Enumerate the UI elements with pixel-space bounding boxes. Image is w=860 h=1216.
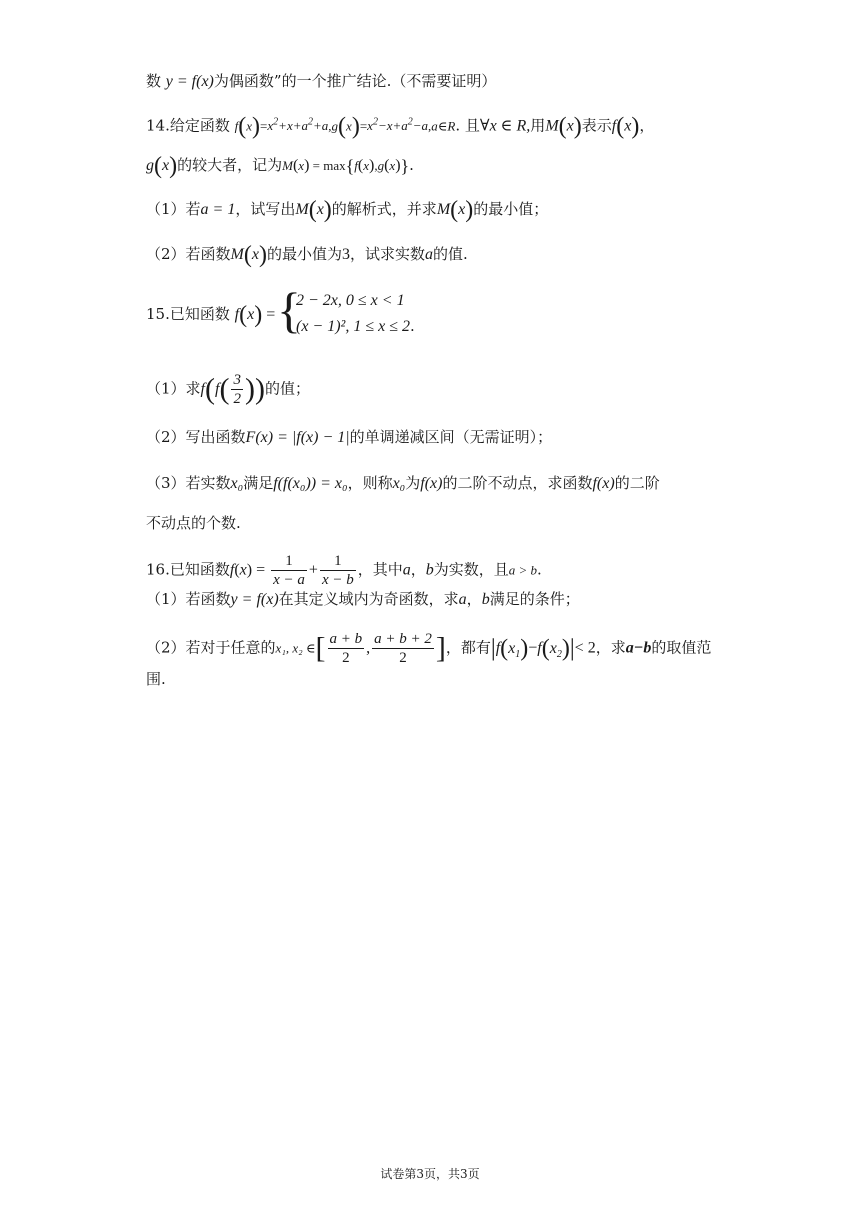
- question-15-part-3-cont: 不动点的个数.: [146, 514, 241, 532]
- fraction-3-2: $\frac{3}{2}$: [233, 372, 241, 407]
- question-14-stem: 14.给定函数 $f(x)=x^2+x+a^2+a,g(x)=x^2-x+a^2-a,a\in R$. 且∀x ∈ R,用M(x)表示f(x)，: [146, 113, 655, 140]
- piecewise-case-2: (x − 1)², 1 ≤ x ≤ 2.: [296, 317, 415, 335]
- question-14-stem-cont: g(x)的较大者，记为M(x) = max{f(x),g(x)}.: [146, 153, 414, 179]
- fraction-a-plus-b-over-2: $\frac{a + b}{2}$: [329, 631, 363, 666]
- question-15-part-3: （3）若实数x₀满足f(f(x₀)) = x₀，则称x₀为f(x)的二阶不动点，求函数f(x)的二阶: [146, 474, 660, 492]
- page-footer: 试卷第3页，共3页: [380, 1167, 480, 1181]
- question-16-part-1: （1）若函数y = f(x)在其定义域内为奇函数，求a，b满足的条件；: [146, 590, 580, 608]
- question-15-part-2: （2）写出函数F(x) = |f(x) − 1|的单调递减区间（无需证明）；: [146, 428, 553, 446]
- fraction-a-plus-b-plus-2-over-2: $\frac{a + b + 2}{2}$: [374, 631, 432, 666]
- question-14-part-1: （1）若a = 1，试写出M(x)的解析式，并求M(x)的最小值；: [146, 197, 549, 223]
- question-16-stem: 16.已知函数f(x) = $\frac{1}{x - a}$ + $\frac{1}{x - b}$ ，其中a，b为实数，且a > b.: [146, 553, 542, 588]
- question-15-part-1: （1）求f(f( $\frac{3}{2}$ ))的值；: [146, 372, 310, 407]
- fraction-1-x-a: $\frac{1}{x - a}$: [273, 553, 305, 588]
- intro-line: 数 y = f(x)为偶函数”的一个推广结论.（不需要证明）: [146, 72, 497, 90]
- question-14-part-2: （2）若函数M(x)的最小值为3，试求实数a的值.: [146, 242, 468, 268]
- piecewise-case-1: 2 − 2x, 0 ≤ x < 1: [296, 292, 405, 309]
- question-15-stem: 15.已知函数 f(x) =: [146, 302, 276, 328]
- question-16-part-2: （2）若对于任意的x₁, x₂ ∈[ $\frac{a + b}{2}$ , $\frac{a + b + 2}{2}$ ]，都有$|f(x_1)-f(x_2)|< 2$，求a−b的取值范: [146, 631, 712, 666]
- piecewise-brace: {: [277, 282, 301, 338]
- fraction-1-x-b: $\frac{1}{x - b}$: [321, 553, 354, 588]
- question-16-part-2-cont: 围.: [146, 670, 166, 688]
- y-eq-fx: y = f(x): [165, 73, 214, 90]
